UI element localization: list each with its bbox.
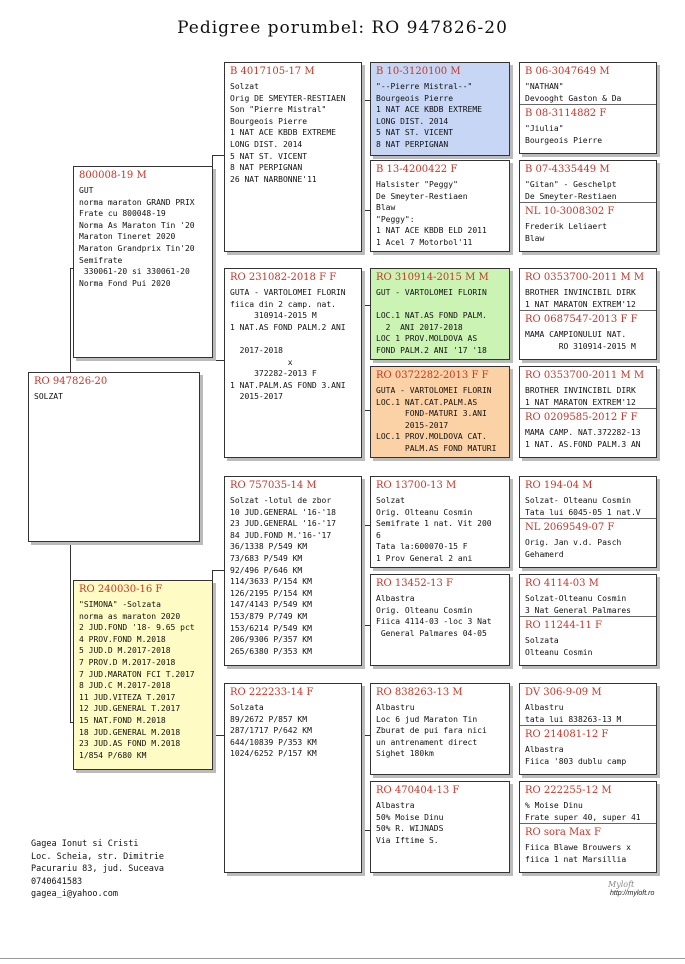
ancestor-text: Solzat- Olteanu Cosmin Tata lui 6045-05 1 nat.V <box>525 496 641 517</box>
ancestor-text: "Jiulia" Bourgeois Pierre <box>525 124 603 145</box>
grandparent-ring: RO 757035-14 M <box>230 480 317 491</box>
great-grandparent-card <box>370 160 510 252</box>
sire-card <box>73 166 213 358</box>
grandparent-card <box>224 268 362 458</box>
signature: Myloft <box>608 880 635 889</box>
grandparent-ring: RO 222233-14 F <box>230 687 314 698</box>
ancestor-ring: RO 4114-03 M <box>525 578 599 589</box>
ancestor-text: BROTHER INVINCIBIL DIRK 1 NAT MARATON EXTREM'12 <box>525 288 636 309</box>
great-grandparent-text: Solzat Orig. Olteanu Cosmin Semifrate 1 nat. Vit 200 6 Tata la:600070-15 F 1 Prov General 2 ani <box>376 496 492 563</box>
great-grandparent-text: GUTA - VARTOLOMEI FLORIN LOC.1 NAT.CAT.PALM.AS FOND-MATURI 3.ANI 2015-2017 LOC.1 PROV.MOLDOVA CAT. PALM.AS FOND MATURI <box>376 386 497 453</box>
ancestor-text: "NATHAN" Devooght Gaston & Da <box>525 82 622 103</box>
dam-text: "SIMONA" -Solzata norma as maraton 2020 2 JUD.FOND '18- 9.65 pct 4 PROV.FOND M.2018 5 JUD.D M.2017-2018 7 PROV.D M.2017-2018 7 JUD.MARATON FCI T.2017 8 JUD.C M.2017-2018 11 JUD.VITEZA T.2017 12 JUD.GENERAL T.2017 15 NAT.FOND M.2018 18 JUD.GENERAL M.2018 23 JUD.AS FOND M.2018 1/854 P/680 KM <box>79 600 195 760</box>
grandparent-ring: RO 231082-2018 F F <box>230 272 337 283</box>
ancestor-ring: RO 222255-12 M <box>525 785 612 796</box>
connector-line <box>362 410 370 411</box>
grandparent-text: Solzat -lotul de zbor 10 JUD.GENERAL '16-'18 23 JUD.GENERAL '16-'17 84 JUD.FOND M.'16-'17 36/1338 P/549 KM 73/683 P/549 KM 92/496 P/646 KM 114/3633 P/154 KM 126/2195 P/154 KM 147/4143 P/549 KM 153/879 P/749 KM 153/6214 P/549 KM 206/9306 P/357 KM 265/6380 P/353 KM <box>230 496 336 656</box>
sire-ring: 800008-19 M <box>79 170 147 181</box>
ancestor-ring: B 07-4335449 M <box>525 164 610 175</box>
grandparent-card <box>224 476 362 666</box>
ancestor-ring: RO sora Max F <box>525 827 601 839</box>
ancestor-text: Albastra Fiica '803 dublu camp <box>525 745 627 766</box>
connector-line <box>212 570 224 571</box>
sire-text: GUT norma maraton GRAND PRIX Frate cu 800048-19 Norma As Maraton Tin '20 Maraton Tineret 2020 Maraton Grandprix Tin'20 Semifrate 330061-20 si 330061-20 Norma Fond Pui 2020 <box>79 186 195 288</box>
grandparent-card <box>224 683 362 873</box>
great-grandparent-text: Halsister "Peggy" De Smeyter-Restiaen Blaw "Peggy": 1 NAT ACE KBDB ELD 2011 1 Acel 7 Motorbol'11 <box>376 180 487 247</box>
ancestor-ring: RO 0353700-2011 M M <box>525 272 645 283</box>
great-grandparent-ring: B 10-3120100 M <box>376 66 461 77</box>
connector-line <box>362 100 370 101</box>
ancestor-text: Orig. Jan v.d. Pasch Gehamerd <box>525 538 622 559</box>
great-grandparent-card <box>370 781 510 873</box>
ancestor-text: % Moise Dinu Frate super 40, super 41 <box>525 801 641 822</box>
ancestor-ring: B 08-3114882 F <box>525 108 607 120</box>
great-grandparent-ring: RO 470404-13 F <box>376 785 460 796</box>
dam-ring: RO 240030-16 F <box>79 584 163 595</box>
connector-line <box>362 525 363 625</box>
great-grandparent-ring: RO 0372282-2013 F F <box>376 370 489 381</box>
ancestor-ring: DV 306-9-09 M <box>525 687 602 698</box>
ancestor-text: Fiica Blawe Brouwers x fiica 1 nat Marsillia <box>525 843 631 864</box>
great-grandparent-card <box>370 366 510 458</box>
connector-line <box>212 735 224 736</box>
ancestor-pair-card <box>519 268 657 360</box>
great-grandparent-card <box>370 476 510 568</box>
great-grandparent-text: GUT - VARTOLOMEI FLORIN LOC.1 NAT.AS FOND PALM. 2 ANI 2017-2018 LOC 1 PROV.MOLDOVA AS FOND PALM.2 ANI '17 '18 <box>376 288 487 355</box>
ancestor-pair-card <box>519 781 657 873</box>
ancestor-ring: RO 194-04 M <box>525 480 593 491</box>
subject-ring: RO 947826-20 <box>34 376 108 387</box>
ancestor-ring: RO 214081-12 F <box>525 729 609 741</box>
great-grandparent-ring: RO 310914-2015 M M <box>376 272 489 283</box>
ancestor-text: BROTHER INVINCIBIL DIRK 1 NAT MARATON EXTREM'12 <box>525 386 636 407</box>
page-title: Pedigree porumbel: RO 947826-20 <box>177 18 508 38</box>
ancestor-ring: B 06-3047649 M <box>525 66 610 77</box>
ancestor-ring: RO 11244-11 F <box>525 620 602 632</box>
subject-text: SOLZAT <box>34 392 63 401</box>
connector-line <box>362 525 370 526</box>
ancestor-ring: NL 10-3008302 F <box>525 206 615 218</box>
connector-line <box>212 155 224 156</box>
ancestor-pair-card <box>519 683 657 775</box>
site-url[interactable]: http://myloft.ro <box>610 890 655 897</box>
great-grandparent-text: Albastru Loc 6 jud Maraton Tin Zburat de pui fara nici un antrenament direct Sighet 180km <box>376 703 487 759</box>
grandparent-text: Solzata 89/2672 P/857 KM 287/1717 P/642 KM 644/10839 P/353 KM 1024/6252 P/157 KM <box>230 703 317 759</box>
ancestor-text: Albastru tata lui 838263-13 M <box>525 703 622 724</box>
ancestor-pair-card <box>519 476 657 568</box>
great-grandparent-ring: RO 838263-13 M <box>376 687 463 698</box>
great-grandparent-card <box>370 574 510 666</box>
great-grandparent-text: Albastra Orig. Olteanu Cosmin Fiica 4114-03 -loc 3 Nat General Palmares 04-05 <box>376 594 492 638</box>
grandparent-ring: B 4017105-17 M <box>230 66 315 77</box>
ancestor-pair-card <box>519 62 657 154</box>
ancestor-pair-card <box>519 574 657 666</box>
grandparent-text: GUTA - VARTOLOMEI FLORIN fiica din 2 camp. nat. 310914-2015 M 1 NAT.AS FOND PALM.2 ANI 2017-2018 x 372282-2013 F 1 NAT.PALM.AS FOND 3.ANI 2015-2017 <box>230 288 346 402</box>
connector-line <box>362 735 370 736</box>
great-grandparent-ring: RO 13700-13 M <box>376 480 457 491</box>
connector-line <box>362 735 363 830</box>
great-grandparent-text: "--Pierre Mistral--" Bourgeois Pierre 1 NAT ACE KBDB EXTREME LONG DIST. 2014 5 NAT ST. VICENT 8 NAT PERPIGNAN <box>376 82 482 149</box>
great-grandparent-ring: RO 13452-13 F <box>376 578 453 589</box>
connector-line <box>212 360 224 361</box>
great-grandparent-card <box>370 683 510 775</box>
ancestor-text: MAMA CAMPIONULUI NAT. RO 310914-2015 M <box>525 330 636 351</box>
connector-line <box>362 305 370 306</box>
great-grandparent-card <box>370 268 510 360</box>
ancestor-ring: RO 0209585-2012 F F <box>525 412 638 424</box>
ancestor-text: "Gitan" - Geschelpt De Smeyter-Restiaen <box>525 180 617 201</box>
ancestor-pair-card <box>519 160 657 252</box>
dam-card <box>73 580 213 770</box>
great-grandparent-card <box>370 62 510 156</box>
ancestor-ring: RO 0687547-2013 F F <box>525 314 638 326</box>
ancestor-text: MAMA CAMP. NAT.372282-13 1 NAT. AS.FOND PALM.3 AN <box>525 428 641 449</box>
ancestor-pair-card <box>519 366 657 458</box>
ancestor-ring: RO 0353700-2011 M M <box>525 370 645 381</box>
grandparent-card <box>224 62 362 252</box>
divider <box>0 958 685 959</box>
ancestor-ring: NL 2069549-07 F <box>525 522 615 534</box>
grandparent-text: Solzat Orig DE SMEYTER-RESTIAEN Son "Pierre Mistral" Bourgeois Pierre 1 NAT ACE KBDB EXTREME LONG DIST. 2014 5 NAT ST. VICENT 8 NAT PERPIGNAN 26 NAT NARBONNE'11 <box>230 82 346 184</box>
connector-line <box>362 210 370 211</box>
connector-line <box>362 830 370 831</box>
connector-line <box>362 100 363 210</box>
subject-card <box>28 372 200 542</box>
great-grandparent-ring: B 13-4200422 F <box>376 164 458 175</box>
ancestor-text: Frederik Leliaert Blaw <box>525 222 607 243</box>
owner-info: Gagea Ionut si Cristi Loc. Scheia, str. Dimitrie Pacurariu 83, jud. Suceava 0740641583 gagea_i@yahoo.com <box>31 839 165 899</box>
connector-line <box>362 625 370 626</box>
ancestor-text: Solzata Olteanu Cosmin <box>525 636 593 657</box>
great-grandparent-text: Albastra 50% Moise Dinu 50% R. WIJNADS Via Iftime S. <box>376 801 444 845</box>
connector-line <box>362 305 363 410</box>
ancestor-text: Solzat-Olteanu Cosmin 3 Nat General Palmares <box>525 594 631 615</box>
